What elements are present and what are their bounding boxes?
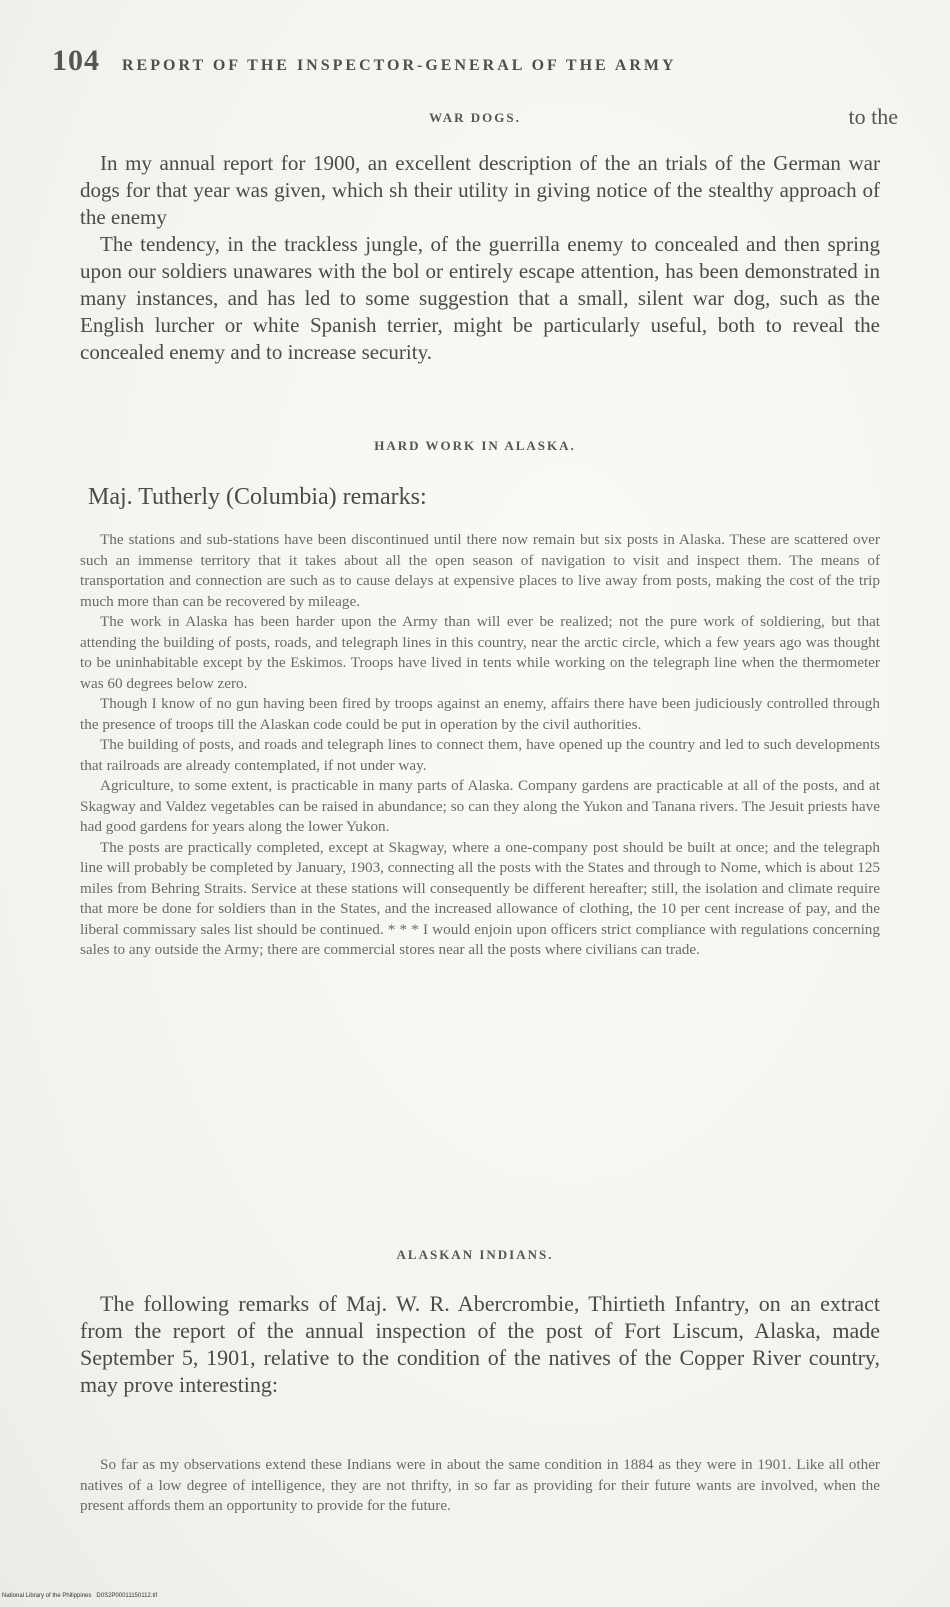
scan-footer [2,1593,157,1599]
paragraph: Agriculture, to some extent, is practicable in many parts of Alaska. Company gardens are practicable at all of the posts, and at Skagway and Valdez vegetables can be raised in abundance; so can they along the Yukon and Tanana rivers. The Jesuit priests have had good gardens for years along the lower Yukon. [80,777,880,835]
alaska-text [80,530,880,961]
scan-id: D0S2P00011150112.tif [96,1593,158,1599]
paragraph: The work in Alaska has been harder upon the Army than will ever be realized; not the pure work of soldiering, but that attending the building of posts, roads, and telegraph lines in this country, near the arctic circle, which a few years ago was thought to be uninhabitable except by the Eskimos. Troops have lived in tents while working on the telegraph line when the thermometer was 60 degrees below zero. [80,613,880,692]
paragraph: So far as my observations extend these Indians were in about the same condition in 1884 as they were in 1901. Like all other natives of a low degree of intelligence, they are not thrifty, in so far as providing for their future wants are involved, when the present affords them an opportunity to provide for the future. [80,1456,880,1514]
alaska-intro: Maj. Tutherly (Columbia) remarks: [88,484,427,510]
scan-source: National Library of the Philippines [2,1593,92,1599]
indians-quote [80,1455,880,1517]
page-number: 104 [52,44,100,77]
paragraph: The following remarks of Maj. W. R. Abercrombie, Thirtieth Infantry, on an extract from the report of the annual inspection of the post of Fort Liscum, Alaska, made September 5, 1901, relative to the condition of the natives of the Copper River country, may prove interesting: [80,1291,880,1397]
war-dogs-text [80,150,880,366]
section-heading-indians: ALASKAN INDIANS. [396,1247,554,1262]
running-head [52,44,842,78]
margin-note: to the [848,104,898,129]
paragraph: In my annual report for 1900, an excellent description of the an trials of the German war dogs for that year was given, which sh their utility in giving notice of the stealthy approach of the enemy [80,151,880,229]
paragraph: Though I know of no gun having been fired by troops against an enemy, affairs there have been judiciously controlled through the presence of troops till the Alaskan code could be put in operation by the civil authorities. [80,695,880,733]
paragraph: The posts are practically completed, except at Skagway, where a one-company post should be built at once; and the telegraph line will probably be completed by January, 1903, connecting all the posts with the States and through to Nome, which is about 125 miles from Behring Straits. Service at these stations will consequently be different hereafter; still, the isolation and climate require that more be done for soldiers than in the States, and the increased allowance of clothing, the 10 per cent increase of pay, and the liberal commissary sales list should be continued. * * * I would enjoin upon officers strict compliance with regulations concerning sales to any outside the Army; there are commercial stores near all the posts where civilians can trade. [80,838,881,958]
running-title: REPORT OF THE INSPECTOR-GENERAL OF THE ARMY [122,57,677,74]
paragraph: The building of posts, and roads and telegraph lines to connect them, have opened up the country and led to such developments that railroads are already contemplated, if not under way. [80,736,880,774]
paragraph: The stations and sub-stations have been discontinued until there now remain but six posts in Alaska. These are scattered over such an immense territory that it takes about all the open season of navigation to visit and inspect them. The means of transportation and connection are such as to cause delays at expensive places to live away from posts, making the cost of the trip much more than can be recovered by mileage. [80,531,880,610]
section-heading-alaska: HARD WORK IN ALASKA. [374,438,576,453]
indians-intro [80,1290,880,1398]
paragraph: The tendency, in the trackless jungle, of the guerrilla enemy to concealed and then spring upon our soldiers unawares with the bol or entirely escape attention, has been demonstrated in many instances, and has led to some suggestion that a small, silent war dog, such as the English lurcher or white Spanish terrier, might be particularly useful, both to reveal the concealed enemy and to increase security. [80,232,880,364]
section-heading-war-dogs: WAR DOGS. [429,110,521,125]
